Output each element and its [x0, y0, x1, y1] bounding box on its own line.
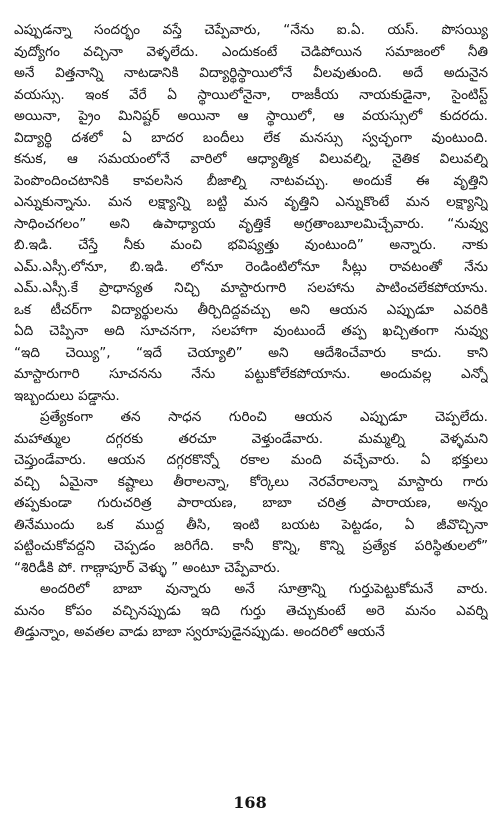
text-line: ఎప్పుడన్నా సందర్భం వస్తే చెప్పేవారు, “నేను ఐ.ఏ. యస్. పొసయ్యి — [14, 22, 488, 38]
text-line: ఎమ్.ఎస్సీ.కే ప్రాధాన్యత నిచ్చి మాస్టారుగారి సలహాను పాటించలేకపోయాను. — [14, 280, 488, 296]
text-line: వచ్చి ఏమైనా కష్టాలు తీరాలన్నా, కోర్కెలు నెరవేరాలన్నా మాస్టారు గారు — [14, 473, 488, 490]
text-line: ఒక టీచర్‌గా విద్యార్థులను తీర్చిదిద్దవచ్చు అని ఆయన ఎప్పుడూ ఎవరికి — [14, 301, 488, 318]
text-line: ప్రత్యేకంగా తన సాధన గురించి ఆయన ఎప్పుడూ చెప్పలేదు. — [40, 409, 488, 425]
text-line: సాధించగలం” అని ఉపాధ్యాయ వృత్తికే అగ్రతాంబూలమిచ్చేవారు. “నువ్వు — [14, 215, 488, 232]
text-line: విద్యార్థి దశలో ఏ బాదర బందీలు లేక మనస్సు స్వచ్ఛంగా వుంటుంది. — [14, 129, 488, 146]
text-line: వుద్యోగం వచ్చినా వెళ్ళలేదు. ఎందుకంటే చెడిపోయిన సమాజంలో నీతి — [14, 43, 488, 60]
text-line: కనుక, ఆ సమయంలోనే వారిలో ఆధ్యాత్మిక విలువల్ని, నైతిక విలువల్ని — [14, 151, 488, 167]
text-line: “ఇది చెయ్యి”, “ఇదే చెయ్యాలి” అని ఆదేశించేవారు కాదు. కాని — [14, 344, 488, 361]
text-line: ఏది చెప్పినా అది సూచనగా, సలహాగా వుంటుందే తప్ప ఖచ్చితంగా నువ్వు — [14, 323, 488, 339]
text-line: అనే విత్తనాన్ని నాటడానికి విద్యార్థిస్థాయిలోనే వీలవుతుంది. అదే అదునైన — [14, 65, 488, 81]
text-line: అయినా, ప్రైం మినిష్టర్ అయినా ఆ స్థాయిలో, ఆ వయస్సులో కుదరదు. — [14, 108, 488, 124]
text-line: మహాత్ముల దగ్గరకు తరచూ వెళ్తుండేవారు. మమ్మల్ని వెళ్ళమని — [14, 430, 488, 447]
text-line: తిడ్తున్నాం, అవతల వాడు బాబా స్వరూపుడైనప్పుడు. అందరిలో ఆయనే — [14, 624, 385, 640]
text-line: ఎన్నుకున్నాను. మన లక్ష్యాన్ని బట్టి మన వృత్తిని ఎన్నుకొంటే మన లక్ష్యాన్ని — [14, 194, 488, 210]
paragraph — [14, 407, 488, 579]
paragraph — [14, 579, 488, 644]
text-line: బి.ఇడి. చేస్తే నీకు మంచి భవిష్యత్తు వుంటుంది” అన్నారు. నాకు — [14, 237, 488, 253]
text-line: తినేముందు ఒక ముద్ద తీసి, ఇంటి బయట పెట్టడం, ఏ జీవొచ్చినా — [14, 516, 488, 533]
text-line: వయస్సు. ఇంక వేరే ఏ స్థాయిలోనైనా, రాజకీయ నాయకుడైనా, సైంటిస్ట్ — [14, 86, 488, 103]
text-line: మనం కోపం వచ్చినప్పుడు ఇది గుర్తు తెచ్చుకుంటే అరె మనం ఎవర్ని — [14, 602, 488, 619]
text-line: మాస్టారుగారి సూచనను నేను పట్టుకోలేకపోయాను. అందువల్ల ఎన్నో — [14, 366, 488, 382]
page-number: 168 — [233, 793, 267, 812]
text-line: పెంపొందించటానికి కావలసిన బీజాల్ని నాటవచ్చు. అందుకే ఈ వృత్తిని — [14, 172, 488, 189]
text-line: ఇబ్బందులు పడ్డాను. — [14, 387, 120, 404]
text-line: తప్పకుండా గురుచరిత్ర పారాయణ, బాబా చరిత్ర పారాయణ, అన్నం — [14, 495, 488, 511]
text-line: చెప్తుండేవారు. ఆయన దగ్గరకొన్నో రకాల మంది వచ్చేవారు. ఏ భక్తులు — [14, 452, 488, 468]
text-line: “శిరిడీకి పో. గాణ్గాపూర్ వెళ్ళు ” అంటూ చెప్పేవారు. — [14, 559, 281, 576]
body-text — [14, 20, 488, 644]
text-line: అందరిలో బాబా వున్నారు అనే సూత్రాన్ని గుర్తుపెట్టుకోమనే వారు. — [40, 581, 488, 597]
text-line: ఎమ్.ఎస్సీ.లోనూ, బి.ఇడి. లోనూ రెండింటిలోనూ సీట్లు రావటంతో నేను — [14, 258, 488, 275]
text-line: పట్టించుకోవద్దని చెప్పడం జరిగేది. కానీ కొన్ని, కొన్ని ప్రత్యేక పరిస్థితులలో” — [14, 538, 488, 554]
paragraph — [14, 20, 488, 407]
